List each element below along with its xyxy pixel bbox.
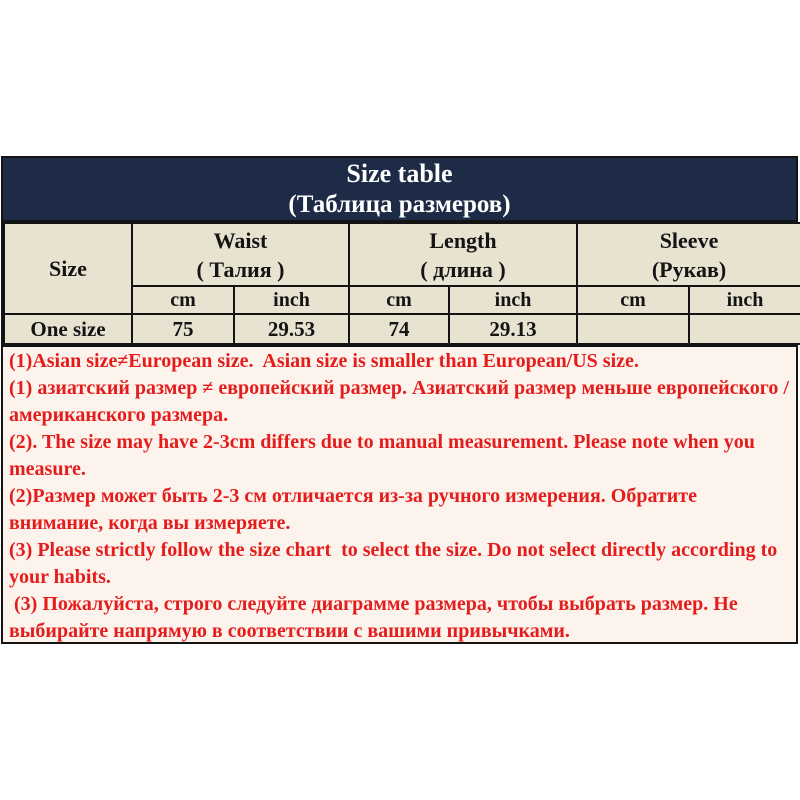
note-measurement-ru: (2)Размер может быть 2-3 см отличается из-за ручного измерения. Обратите внимание, когда вы измеряете. <box>9 485 702 534</box>
column-header-sleeve-en: Sleeve <box>659 227 719 253</box>
note-asian-size-en: (1)Asian size≠European size. Asian size is smaller than European/US size. <box>9 350 639 372</box>
unit-header-sleeve-cm: cm <box>577 286 689 314</box>
cell-waist-inch: 29.53 <box>234 314 349 344</box>
unit-header-sleeve-inch: inch <box>689 286 800 314</box>
unit-header-waist-cm: cm <box>132 286 234 314</box>
table-row-one-size <box>4 314 800 344</box>
row-label-one-size: One size <box>4 314 132 344</box>
note-measurement-en: (2). The size may have 2-3cm differs due to manual measurement. Please note when you measure. <box>9 431 760 480</box>
unit-header-length-inch: inch <box>449 286 577 314</box>
cell-length-inch: 29.13 <box>449 314 577 344</box>
cell-waist-cm: 75 <box>132 314 234 344</box>
cell-length-cm: 74 <box>349 314 449 344</box>
column-header-waist-en: Waist <box>213 227 268 253</box>
cell-sleeve-inch <box>689 314 800 344</box>
unit-header-waist-inch: inch <box>234 286 349 314</box>
column-header-length-en: Length <box>429 227 497 253</box>
size-table <box>3 222 800 345</box>
unit-header-length-cm: cm <box>349 286 449 314</box>
table-group-header-row <box>4 223 800 286</box>
size-chart-panel <box>1 156 798 644</box>
note-asian-size-ru: (1) азиатский размер ≠ европейский размер. Азиатский размер меньше европейского / американского размера. <box>9 377 794 426</box>
column-header-waist <box>132 223 349 286</box>
column-header-length <box>349 223 577 286</box>
note-follow-chart-en: (3) Please strictly follow the size chart to select the size. Do not select directly according to your habits. <box>9 539 783 588</box>
column-header-sleeve-ru: (Рукав) <box>651 256 727 282</box>
column-header-size: Size <box>4 223 132 314</box>
column-header-waist-ru: ( Талия ) <box>196 256 285 282</box>
page-title-russian: (Таблица размеров) <box>288 191 511 218</box>
column-header-length-ru: ( длина ) <box>420 256 506 282</box>
page-title: Size table <box>346 159 453 188</box>
note-follow-chart-ru: (3) Пожалуйста, строго следуйте диаграмме размера, чтобы выбрать размер. Не выбирайте напрямую в соответствии с вашими привычками. <box>9 593 743 642</box>
size-notes <box>3 345 796 642</box>
size-table-title-bar <box>3 158 796 222</box>
column-header-sleeve <box>577 223 800 286</box>
cell-sleeve-cm <box>577 314 689 344</box>
